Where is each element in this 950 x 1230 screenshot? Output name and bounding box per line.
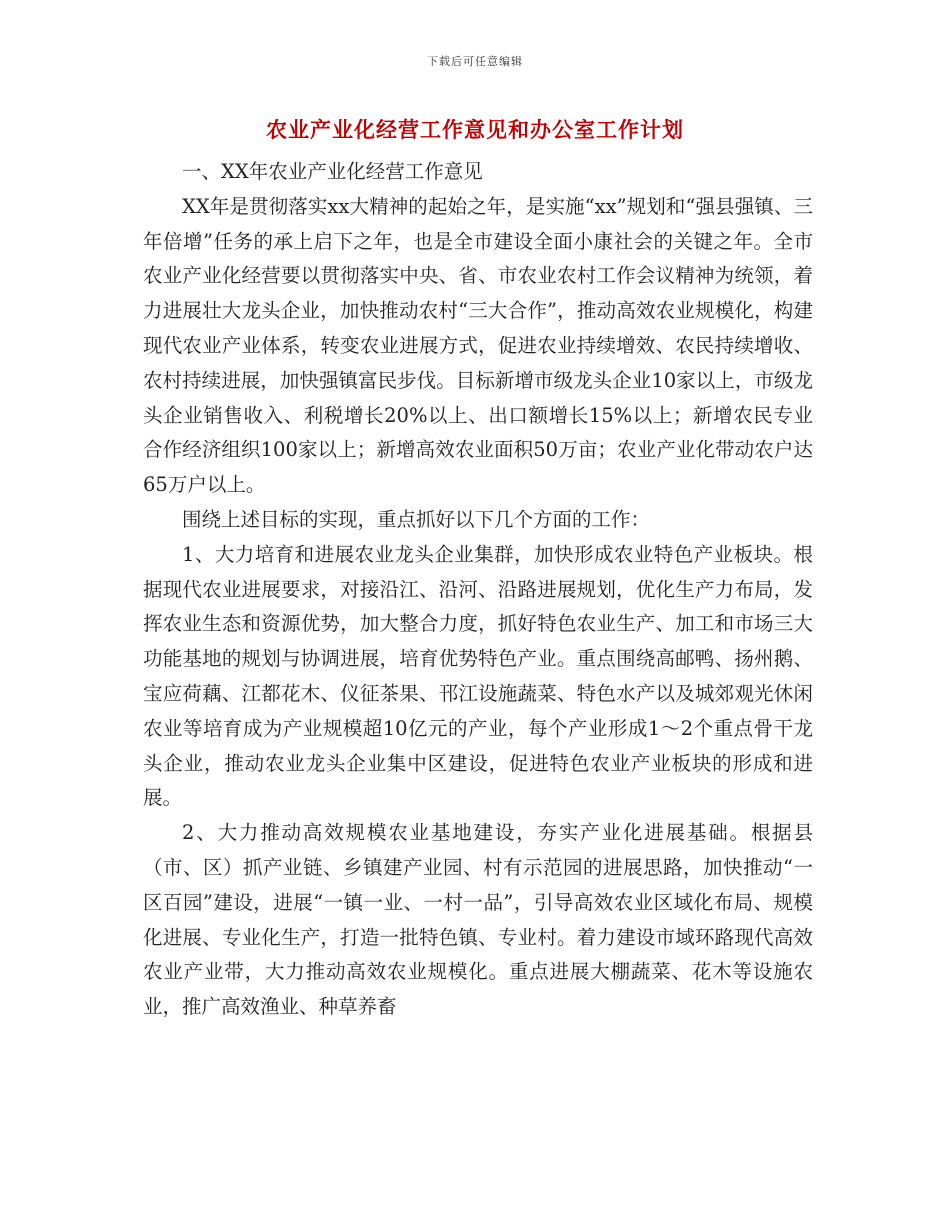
paragraph: XX年是贯彻落实xx大精神的起始之年，是实施“xx”规划和“强县强镇、三年倍增”任务的承上启下之年，也是全市建设全面小康社会的关键之年。全市农业产业化经营要以贯彻落实中央、省、市农业农村工作会议精神为统领，着力进展壮大龙头企业，加快推动农村“三大合作”，推动高效农业规模化，构建现代农业产业体系，转变农业进展方式，促进农业持续增效、农民持续增收、农村持续进展，加快强镇富民步伐。目标新增市级龙头企业10家以上，市级龙头企业销售收入、利税增长20%以上、出口额增长15%以上；新增农民专业合作经济组织100家以上；新增高效农业面积50万亩；农业产业化带动农户达65万户以上。: [143, 194, 813, 497]
paragraph: 1、大力培育和进展农业龙头企业集群，加快形成农业特色产业板块。根据现代农业进展要求，对接沿江、沿河、沿路进展规划，优化生产力布局，发挥农业生态和资源优势，加大整合力度，抓好特色农业生产、加工和市场三大功能基地的规划与协调进展，培育优势特色产业。重点围绕高邮鸭、扬州鹅、宝应荷藕、江都花木、仪征茶果、邗江设施蔬菜、特色水产以及城郊观光休闲农业等培育成为产业规模超10亿元的产业，每个产业形成1～2个重点骨干龙头企业，推动农业龙头企业集中区建设，促进特色农业产业板块的形成和进展。: [143, 542, 813, 810]
page-header: 下载后可任意编辑: [427, 55, 523, 68]
document-title: 农业产业化经营工作意见和办公室工作计划: [266, 117, 684, 142]
paragraph: 2、大力推动高效规模农业基地建设，夯实产业化进展基础。根据县（市、区）抓产业链、乡镇建产业园、村有示范园的进展思路，加快推动“一区百园”建设，进展“一镇一业、一村一品”，引导高效农业区域化布局、规模化进展、专业化生产，打造一批特色镇、专业村。着力建设市域环路现代高效农业产业带，大力推动高效农业规模化。重点进展大棚蔬菜、花木等设施农业，推广高效渔业、种草养畜: [143, 821, 813, 1019]
paragraph: 围绕上述目标的实现，重点抓好以下几个方面的工作：: [182, 507, 651, 531]
section-heading: 一、XX年农业产业化经营工作意见: [182, 160, 483, 183]
document-body: [143, 155, 813, 1025]
